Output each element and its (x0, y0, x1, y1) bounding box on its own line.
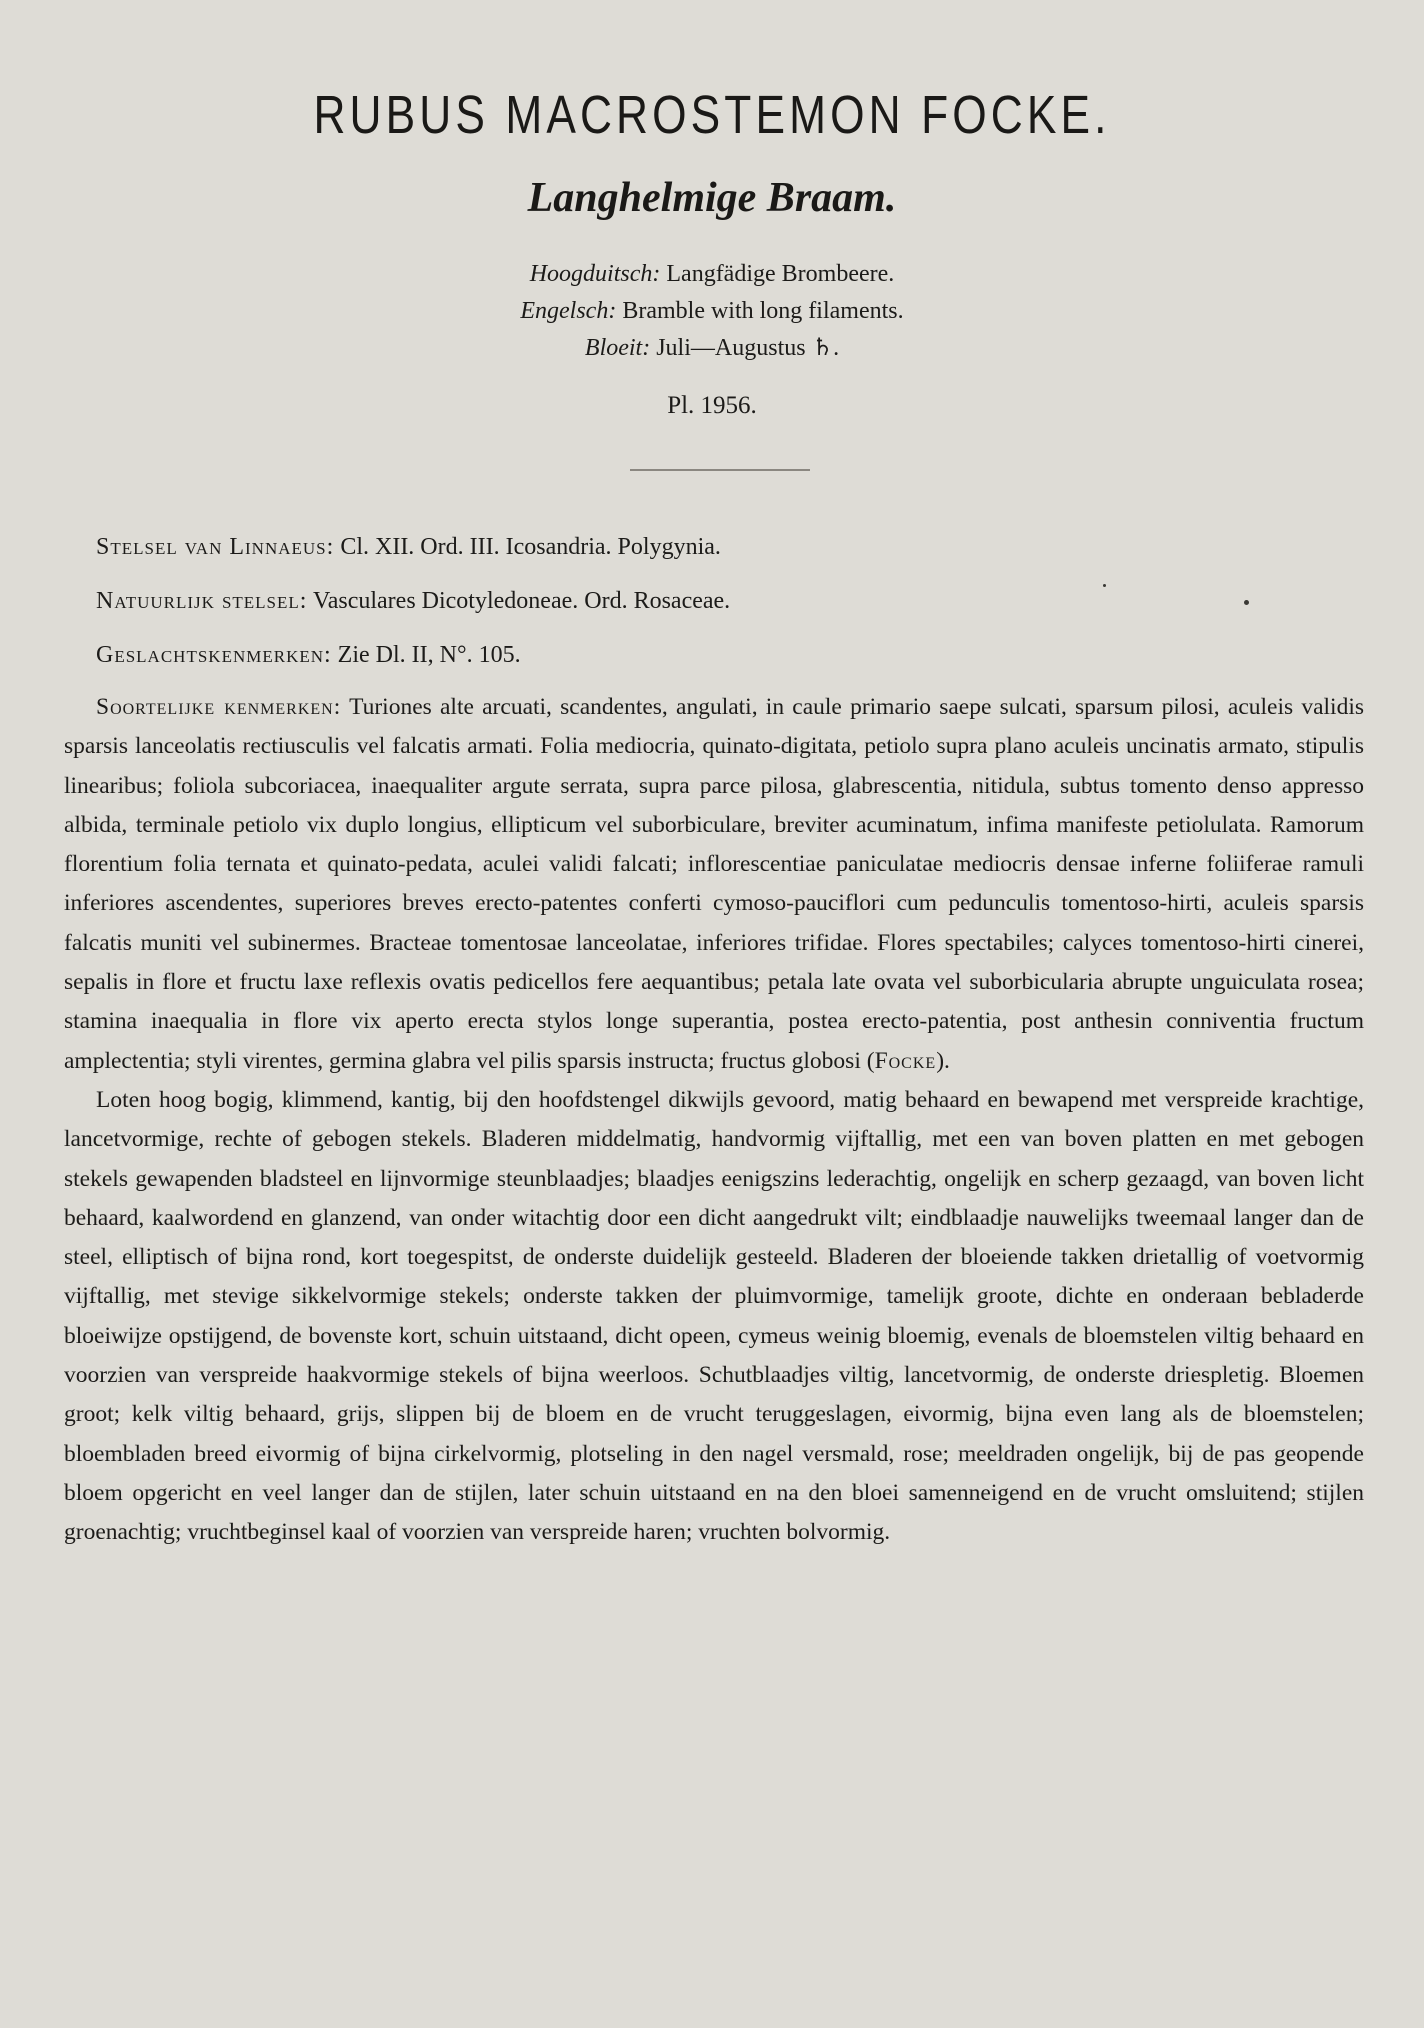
classification-block (96, 528, 1336, 690)
flowering-value: Juli—Augustus ♄. (656, 335, 840, 361)
page-subtitle: Langhelmige Braam. (527, 175, 897, 221)
classification-natural (96, 582, 1336, 636)
dutch-description: Loten hoog bogig, klimmend, kantig, bij den hoofdstengel dikwijls gevoord, matig behaard en bewapend met verspreide krachtige, lancetvormige, rechte of gebogen stekels. Bladeren middelmatig, handvormig vijftallig, met een van boven platten en met gebogen stekels gewapenden bladsteel en lijnvormige steunblaadjes; blaadjes eenigszins lederachtig, ongelijk en scherp gezaagd, van boven licht behaard, kaalwordend en glanzend, van onder witachtig door een dicht aangedrukt vilt; eindblaadje nauwelijks tweemaal langer dan de steel, elliptisch of bijna rond, kort toegespitst, de onderste duidelijk gesteeld. Bladeren der bloeiende takken drietallig of voetvormig vijftallig, met stevige sikkelvormige stekels; onderste takken der pluimvormige, tamelijk groote, dichte en onderaan bebladerde bloeiwijze opstijgend, de bovenste kort, schuin uitstaand, dicht opeen, cymeus weinig bloemig, evenals de bloemstelen viltig behaard en voorzien van verspreide haakvormige stekels of bijna weerloos. Schutblaadjes viltig, lancetvormig, de onderste driespletig. Bloemen groot; kelk viltig behaard, grijs, slippen bij de bloem en de vrucht teruggeslagen, eivormig, bijna even lang als de bloemstelen; bloembladen breed eivormig of bijna cirkelvormig, plotseling in den nagel versmald, rose; meeldraden ongelijk, bij de pas geopende bloem opgericht en veel langer dan de stijlen, later schuin uitstaand en na den bloei samenneigend en de vrucht omsluitend; stijlen groenachtig; vruchtbeginsel kaal of voorzien van verspreide haren; vruchten bolvormig. (64, 1086, 1364, 1546)
plate-number: Pl. 1956. (667, 392, 757, 419)
common-names (0, 256, 1424, 367)
classification-value: Cl. XII. Ord. III. Icosandria. Polygynia. (340, 534, 721, 560)
classification-linnaeus (96, 528, 1336, 582)
classification-genus (96, 636, 1336, 690)
common-name-value: Bramble with long filaments. (622, 298, 904, 324)
print-speck (1103, 584, 1106, 587)
species-characters-text: Turiones alte arcuati, scandentes, angulati, in caule primario saepe sulcati, sparsum pilosi, aculeis validis sparsis lanceolatis rectiusculis vel falcatis armati. Folia mediocria, quinato-digitata, petiolo supra plano aculeis uncinatis armato, stipulis linearibus; foliola subcoriacea, inaequaliter argute serrata, supra parce pilosa, glabrescentia, nitidula, subtus tomento denso appresso albida, terminale petiolo vix duplo longius, ellipticum vel suborbiculare, breviter acuminatum, infima manifeste petiolulata. Ramorum florentium folia ternata et quinato-pedata, aculei validi falcati; inflorescentiae paniculatae mediocris densae inferne foliiferae ramuli inferiores ascendentes, superiores breves erecto-patentes conferti cymoso-pauciflori cum pedunculis tomentoso-hirti, aculeis sparsis falcatis muniti vel subinermes. Bracteae tomentosae lanceolatae, inferiores trifidae. Flores spectabiles; calyces tomentoso-hirti cinerei, sepalis in flore et fructu laxe reflexis ovatis pedicellos fere aequantibus; petala late ovata vel suborbicularia abrupte unguiculata rosea; stamina inaequalia in flore vix aperto erecta stylos longe superantia, postea erecto-patentia, post anthesin conniventia fructum amplectentia; styli virentes, germina glabra vel pilis sparsis instructa; fructus globosi ( (64, 694, 1365, 1074)
divider (630, 469, 810, 471)
species-characters-end: ). (936, 1047, 950, 1074)
common-name-label: Engelsch: (520, 298, 617, 324)
common-name-label: Hoogduitsch: (529, 261, 661, 287)
species-characters-label: Soortelijke kenmerken: (96, 694, 342, 720)
latin-description (64, 688, 1364, 1081)
flowering-label: Bloeit: (584, 335, 651, 361)
common-name-value: Langfädige Brombeere. (666, 261, 895, 287)
common-name-german (0, 256, 1424, 293)
classification-value: Vasculares Dicotyledoneae. Ord. Rosaceae. (313, 588, 731, 614)
flowering-period (0, 330, 1424, 367)
classification-label: Stelsel van Linnaeus: (96, 534, 335, 560)
classification-value: Zie Dl. II, N°. 105. (337, 642, 521, 668)
common-name-english (0, 293, 1424, 330)
classification-label: Natuurlijk stelsel: (96, 588, 308, 614)
classification-label: Geslachtskenmerken: (96, 642, 332, 668)
page-title: RUBUS MACROSTEMON FOCKE. (313, 85, 1111, 145)
print-speck (1244, 600, 1249, 605)
body-text (64, 688, 1364, 1553)
author-name: Focke (874, 1047, 937, 1074)
